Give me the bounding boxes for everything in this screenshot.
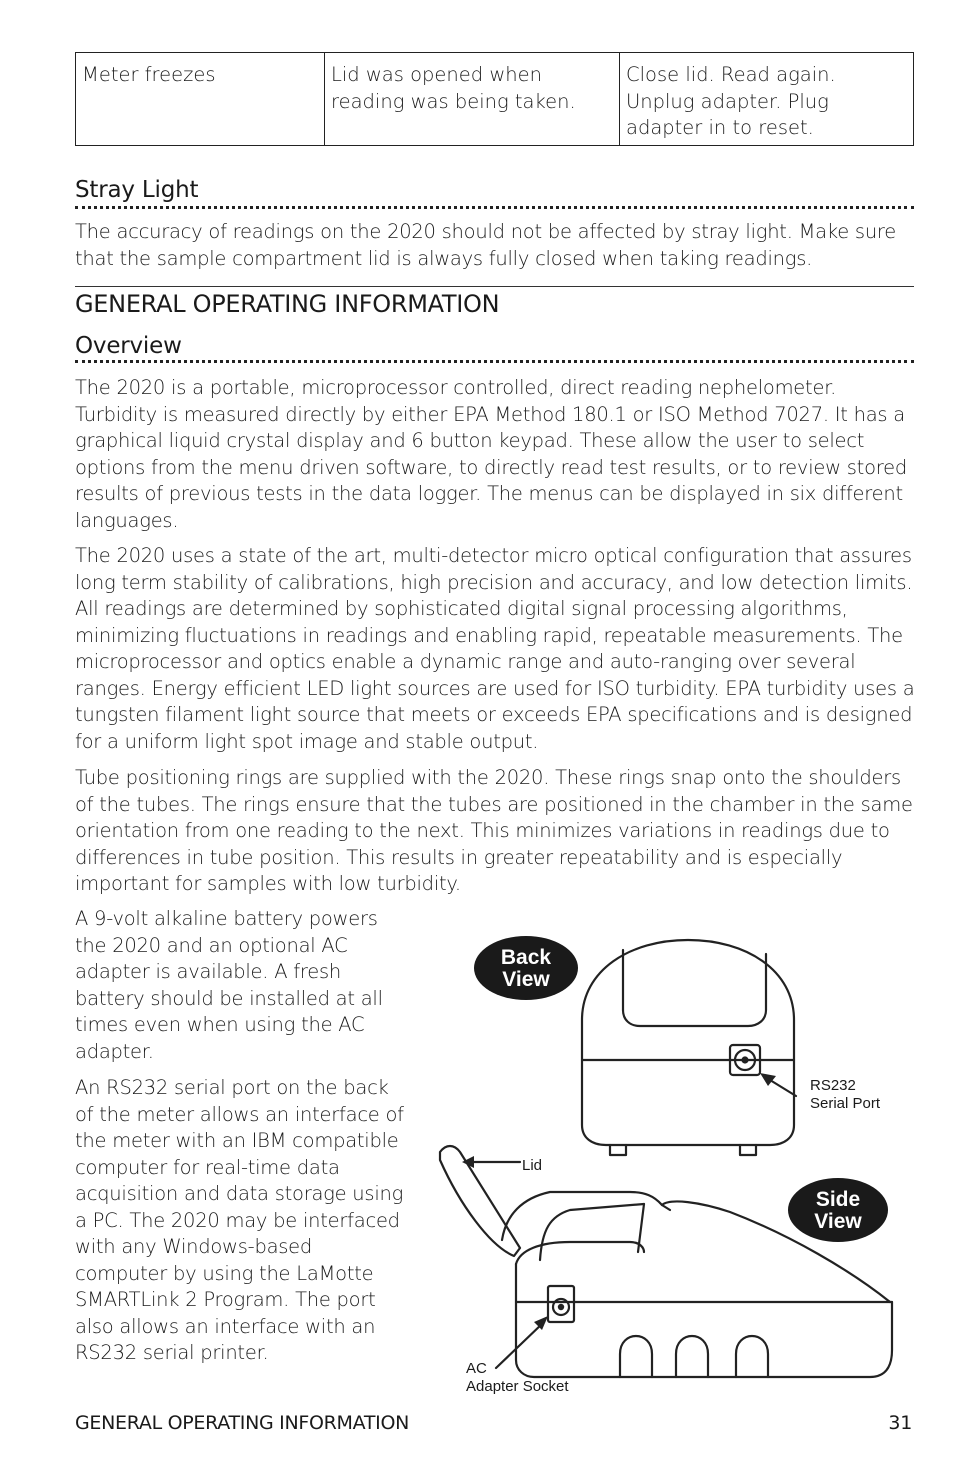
back-view-label: Back: [500, 946, 552, 969]
overview-paragraph-4: A 9-volt alkaline battery powers the 2020 and an optional AC adapter is available. A fresh battery should be installed at all times even when using the AC adapter.: [75, 907, 383, 1063]
rs232-label: Serial Port: [810, 1095, 881, 1112]
cause-cell: Lid was opened when reading was being taken.: [325, 53, 620, 146]
side-view-label: View: [814, 1210, 862, 1233]
rs232-label: RS232: [810, 1077, 856, 1094]
overview-paragraph-1: The 2020 is a portable, microprocessor controlled, direct reading nephelometer. Turbidity is measured directly by either EPA Method 180.1 or ISO Method 7027. It has a graphical liquid crystal display and 6 button keypad. These allow the user to select options from the menu driven software, to directly read test results, or to review stored results of previous tests in the data logger. The menus can be displayed in six different languages.: [75, 376, 907, 532]
overview-heading: Overview: [75, 333, 182, 359]
back-view-illustration: [582, 940, 794, 1155]
general-operating-heading: GENERAL OPERATING INFORMATION: [75, 290, 500, 318]
overview-paragraph-3: Tube positioning rings are supplied with the 2020. These rings snap onto the shoulders of the tubes. The rings ensure that the tubes are positioned in the chamber in the same orientation from one reading to the next. This minimizes variations in readings due to differences in tube position. This results in greater repeatability and is especially important for samples with low turbidity.: [75, 766, 913, 895]
ac-leader: [496, 1322, 544, 1368]
footer-section-title: GENERAL OPERATING INFORMATION: [75, 1412, 410, 1434]
troubleshooting-table: [75, 52, 914, 146]
rs232-leader: [770, 1080, 796, 1096]
back-view-badge: [474, 936, 578, 1000]
section-rule: [75, 286, 914, 287]
side-view-label: Side: [815, 1188, 861, 1211]
side-view-badge: [788, 1178, 888, 1242]
ac-label: AC: [466, 1360, 487, 1377]
page-number: 31: [888, 1412, 912, 1434]
overview-paragraph-2: The 2020 uses a state of the art, multi-detector micro optical configuration that assures long term stability of calibrations, high precision and accuracy, and low detection limits. All readings are determined by sophisticated digital signal processing algorithms, minimizing fluctuations in readings and enabling rapid, repeatable measurements. The microprocessor and optics enable a dynamic range and auto-ranging over several ranges. Energy efficient LED light sources are used for ISO turbidity. EPA turbidity uses a tungsten filament light source that meets or exceeds EPA specifications and is designed for a uniform light spot image and stable output.: [75, 544, 915, 753]
lid-label: Lid: [522, 1157, 543, 1174]
overview-paragraph-5: An RS232 serial port on the back of the meter allows an interface of the meter with an IBM compatible computer for real-time data acquisition and data storage using a PC. The 2020 may be interfaced with any Windows-based computer by using the LaMotte SMARTLink 2 Program. The port also allows an interface with an RS232 serial printer.: [75, 1076, 404, 1364]
heading-divider: [75, 360, 914, 363]
heading-divider: [75, 206, 914, 209]
problem-cell: Meter freezes: [76, 53, 325, 146]
back-view-label: View: [502, 968, 550, 991]
stray-light-text: The accuracy of readings on the 2020 should not be affected by stray light. Make sure that the sample compartment lid is always fully closed when taking readings.: [75, 220, 897, 270]
stray-light-heading: Stray Light: [75, 177, 199, 203]
solution-cell: Close lid. Read again. Unplug adapter. Plug adapter in to reset.: [620, 53, 914, 146]
ac-label: Adapter Socket: [466, 1378, 569, 1395]
table-row: [76, 53, 914, 146]
meter-views-figure: [430, 930, 910, 1400]
